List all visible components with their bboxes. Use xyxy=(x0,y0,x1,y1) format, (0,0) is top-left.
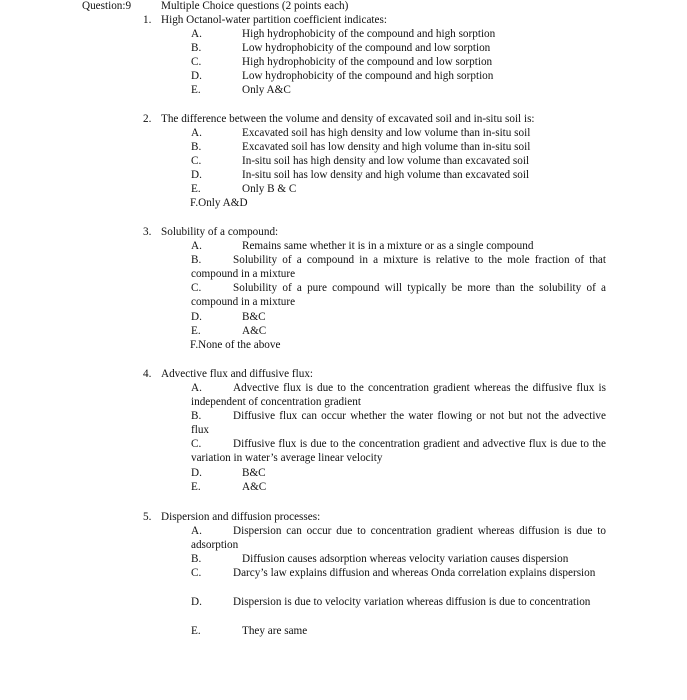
question-number: 1. xyxy=(143,14,152,26)
option-text: Solubility of a pure compound will typically be more than the solubility of a compound in a mixture xyxy=(191,282,606,308)
option-text: In-situ soil has high density and low volume than excavated soil xyxy=(242,155,530,167)
option-letter: D. xyxy=(191,311,202,323)
option-text: Only A&C xyxy=(242,84,291,96)
option-text: Excavated soil has high density and low volume than in-situ soil xyxy=(242,127,531,139)
option-c-wrapped xyxy=(191,282,606,309)
option-text: Advective flux is due to the concentration gradient whereas the diffusive flux is independent of concentration gradient xyxy=(191,382,606,408)
question-text: High Octanol-water partition coefficient indicates: xyxy=(161,14,387,26)
option-b-wrapped xyxy=(191,410,606,437)
option-text: A&C xyxy=(242,325,267,337)
option-text: A&C xyxy=(242,481,267,493)
option-letter: D. xyxy=(191,467,202,479)
option-text: B&C xyxy=(242,467,266,479)
question-number: 5. xyxy=(143,511,152,523)
option-text: Low hydrophobicity of the compound and low sorption xyxy=(242,42,491,54)
option-text: Low hydrophobicity of the compound and high sorption xyxy=(242,70,494,82)
option-letter: A. xyxy=(191,127,202,139)
option-letter: D. xyxy=(191,596,202,608)
option-letter: E. xyxy=(191,481,201,493)
option-letter: B. xyxy=(191,254,202,266)
option-letter: B. xyxy=(191,410,202,422)
option-letter: E. xyxy=(191,183,201,195)
question-number: 4. xyxy=(143,368,152,380)
question-text: Dispersion and diffusion processes: xyxy=(161,511,321,523)
option-text: Diffusion causes adsorption whereas velocity variation causes dispersion xyxy=(242,553,569,565)
option-text: Diffusive flux is due to the concentration gradient and advective flux is due to the variation in water’s average linear velocity xyxy=(191,438,606,464)
question-number: 2. xyxy=(143,113,152,125)
option-letter: B. xyxy=(191,42,202,54)
option-letter: E. xyxy=(191,625,201,637)
option-letter: C. xyxy=(191,567,202,579)
option-letter: A. xyxy=(191,382,202,394)
question-text: The difference between the volume and density of excavated soil and in-situ soil is: xyxy=(161,113,535,125)
option-letter: A. xyxy=(191,240,202,252)
extra-option: F.Only A&D xyxy=(190,197,248,209)
option-letter: A. xyxy=(191,525,202,537)
option-text: Solubility of a compound in a mixture is relative to the mole fraction of that compound in a mixture xyxy=(191,254,606,280)
option-text: High hydrophobicity of the compound and low sorption xyxy=(242,56,493,68)
option-letter: C. xyxy=(191,56,202,68)
option-c-wrapped xyxy=(191,438,606,465)
option-letter: A. xyxy=(191,28,202,40)
option-text: B&C xyxy=(242,311,266,323)
section-title: Multiple Choice questions (2 points each) xyxy=(161,0,349,12)
question-text: Solubility of a compound: xyxy=(161,226,279,238)
option-letter: C. xyxy=(191,155,202,167)
question-label: Question:9 xyxy=(82,0,132,12)
option-letter: C. xyxy=(191,438,202,450)
option-text: Darcy’s law explains diffusion and whereas Onda correlation explains dispersion xyxy=(233,567,596,579)
option-text: Diffusive flux can occur whether the water flowing or not but not the advective flux xyxy=(191,410,606,436)
option-text: Dispersion can occur due to concentration gradient whereas diffusion is due to adsorption xyxy=(191,525,606,551)
question-text: Advective flux and diffusive flux: xyxy=(161,368,314,380)
option-letter: C. xyxy=(191,282,202,294)
extra-option: F.None of the above xyxy=(190,339,281,351)
option-letter: B. xyxy=(191,141,202,153)
option-text: Remains same whether it is in a mixture or as a single compound xyxy=(242,240,534,252)
option-letter: B. xyxy=(191,553,202,565)
option-letter: E. xyxy=(191,325,201,337)
option-d-wrapped xyxy=(191,596,606,610)
option-c-wrapped xyxy=(191,567,606,581)
option-text: Dispersion is due to velocity variation whereas diffusion is due to concentration xyxy=(233,596,591,608)
option-text: They are same xyxy=(242,625,308,637)
option-text: In-situ soil has low density and high volume than excavated soil xyxy=(242,169,530,181)
option-letter: D. xyxy=(191,169,202,181)
option-a-wrapped xyxy=(191,525,606,552)
option-letter: D. xyxy=(191,70,202,82)
option-a-wrapped xyxy=(191,382,606,409)
option-letter: E. xyxy=(191,84,201,96)
option-b-wrapped xyxy=(191,254,606,281)
question-number: 3. xyxy=(143,226,152,238)
option-text: Only B & C xyxy=(242,183,297,195)
option-text: Excavated soil has low density and high volume than in-situ soil xyxy=(242,141,531,153)
option-text: High hydrophobicity of the compound and high sorption xyxy=(242,28,496,40)
